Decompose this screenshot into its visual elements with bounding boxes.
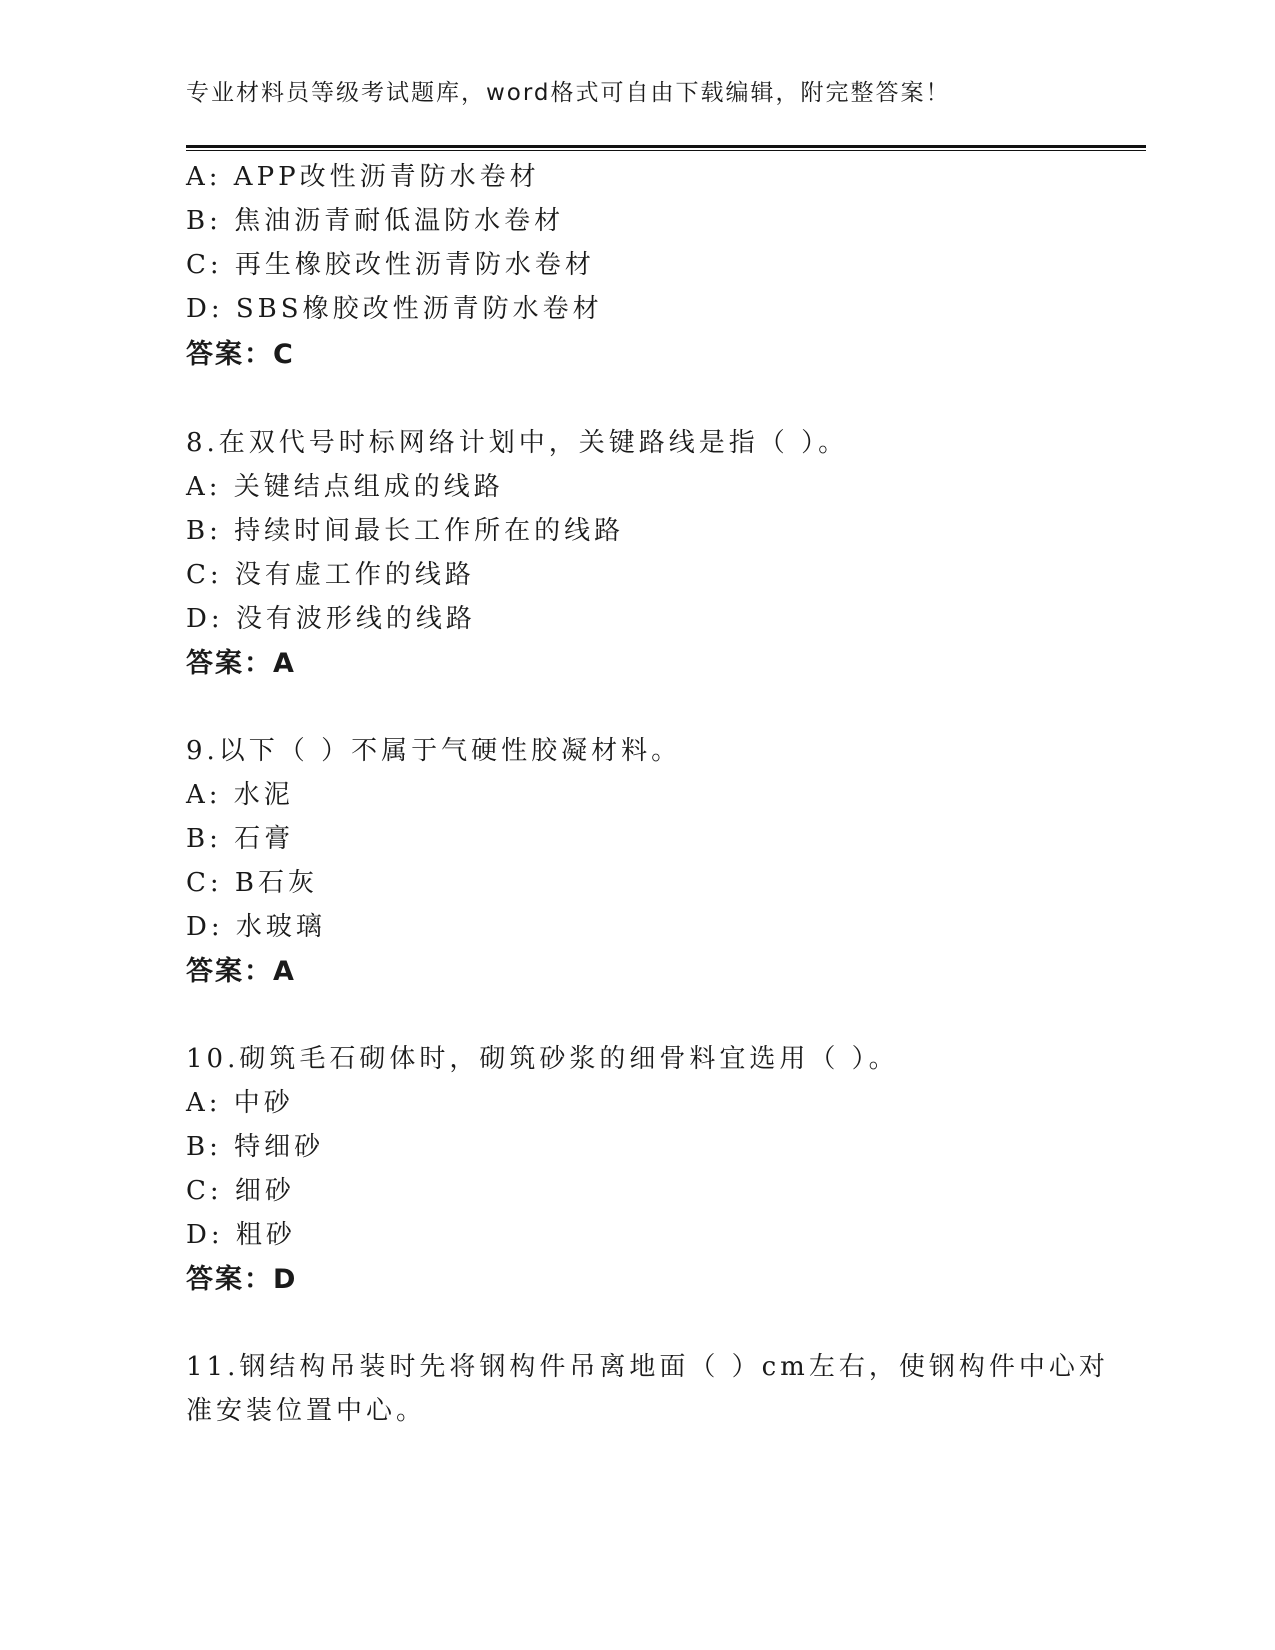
q9-question: 9.以下（ ）不属于气硬性胶凝材料。 (186, 736, 682, 766)
q8-option-b: B: 持续时间最长工作所在的线路 (186, 516, 625, 546)
prev-answer: 答案：C (186, 339, 295, 370)
q8-question: 8.在双代号时标网络计划中，关键路线是指（ ）。 (186, 428, 849, 458)
prev-option-d: D: SBS橡胶改性沥青防水卷材 (186, 294, 603, 324)
q10-option-a: A: 中砂 (186, 1088, 294, 1118)
q10-question: 10.砌筑毛石砌体时，砌筑砂浆的细骨料宜选用（ ）。 (186, 1044, 899, 1074)
q10-answer: 答案：D (186, 1264, 298, 1295)
q8-option-d: D: 没有波形线的线路 (186, 604, 476, 634)
q11-question-line2: 准安装位置中心。 (186, 1396, 427, 1426)
prev-option-a: A: APP改性沥青防水卷材 (186, 162, 540, 192)
q8-answer: 答案：A (186, 648, 296, 679)
q10-option-b: B: 特细砂 (186, 1132, 325, 1162)
header-rule-thin (186, 150, 1146, 151)
q9-answer: 答案：A (186, 956, 296, 987)
page-header: 专业材料员等级考试题库，word格式可自由下载编辑，附完整答案！ (186, 80, 951, 106)
header-rule-thick (186, 145, 1146, 148)
q9-option-b: B: 石膏 (186, 824, 295, 854)
q11-question-line1: 11.钢结构吊装时先将钢构件吊离地面（ ）cm左右，使钢构件中心对 (186, 1352, 1109, 1382)
q8-option-c: C: 没有虚工作的线路 (186, 560, 475, 590)
q10-option-c: C: 细砂 (186, 1176, 295, 1206)
q9-option-c: C: B石灰 (186, 868, 319, 898)
prev-option-c: C: 再生橡胶改性沥青防水卷材 (186, 250, 595, 280)
q10-option-d: D: 粗砂 (186, 1220, 296, 1250)
prev-option-b: B: 焦油沥青耐低温防水卷材 (186, 206, 565, 236)
q8-option-a: A: 关键结点组成的线路 (186, 472, 504, 502)
q9-option-a: A: 水泥 (186, 780, 294, 810)
q9-option-d: D: 水玻璃 (186, 912, 326, 942)
